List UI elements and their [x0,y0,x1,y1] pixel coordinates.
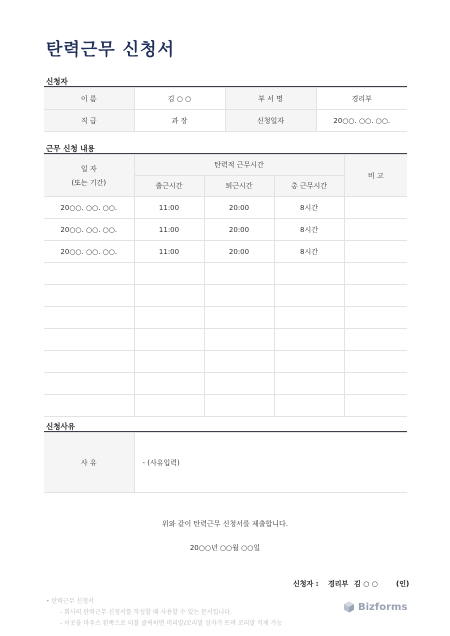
start-time-cell [134,329,204,351]
bizforms-logo [343,601,407,613]
table-row [44,197,407,219]
table-row [44,395,407,417]
total-time-cell [274,395,344,417]
end-time-cell [204,285,274,307]
request-date-value: 20○○. ○○. ○○. [316,110,407,132]
start-time-cell: 11:00 [134,219,204,241]
note-cell [344,329,407,351]
footer-note-line2: - 이곳을 마우스 왼쪽으로 더블 클릭하면 머리말/꼬리말 상자가 뜨며 꼬리말 삭제 가능 [60,620,283,627]
date-cell [44,263,134,285]
table-row [44,373,407,395]
table-row [44,263,407,285]
note-cell [344,241,407,263]
bullet-icon: • [46,598,50,605]
start-time-cell [134,351,204,373]
submission-statement: 위와 같이 탄력근무 신청서를 제출합니다. [161,520,289,528]
start-time-cell [134,285,204,307]
department-value: 경리부 [316,88,407,110]
start-time-cell: 11:00 [134,241,204,263]
name-value: 김 ○ ○ [134,88,225,110]
table-row [44,351,407,373]
bizforms-logo-text: Bizforms [358,601,408,613]
note-cell [344,219,407,241]
position-value: 과 장 [134,110,225,132]
end-time-cell [204,395,274,417]
note-header: 비 고 [344,155,407,197]
start-time-cell: 11:00 [134,197,204,219]
date-cell [44,285,134,307]
end-time-cell: 20:00 [204,219,274,241]
reason-value: - (사유입력) [134,433,407,493]
document-title: 탄력근무 신청서 [46,40,175,60]
work-request-section-label: 근무 신청 내용 [46,144,95,153]
end-time-cell: 20:00 [204,197,274,219]
end-time-cell [204,329,274,351]
end-time-header: 퇴근시간 [204,176,274,197]
bizforms-cube-icon [343,601,355,613]
signature-name: 김 ○ ○ [354,580,378,588]
date-header-line2: (또는 기간) [71,178,107,187]
reason-section-label: 신청사유 [46,422,75,431]
submission-date: 20○○년 ○○월 ○○일 [189,544,261,552]
end-time-cell [204,263,274,285]
total-time-cell [274,373,344,395]
table-row [44,219,407,241]
total-time-cell: 8시간 [274,219,344,241]
table-row [44,285,407,307]
name-label: 이 름 [44,88,134,110]
signature-label: 신청자 : [293,580,319,588]
date-cell [44,373,134,395]
total-time-cell: 8시간 [274,241,344,263]
date-cell [44,307,134,329]
table-row [44,433,407,493]
request-date-label: 신청일자 [225,110,316,132]
start-time-cell [134,373,204,395]
work-request-table [44,154,407,417]
total-time-cell [274,263,344,285]
start-time-header: 출근시간 [134,176,204,197]
table-row [44,329,407,351]
date-cell [44,329,134,351]
total-time-header: 총 근무시간 [274,176,344,197]
note-cell [344,263,407,285]
note-cell [344,307,407,329]
end-time-cell [204,373,274,395]
footer-note-title-row [46,596,282,607]
date-cell [44,395,134,417]
table-row [44,241,407,263]
work-request-rows [44,197,407,417]
start-time-cell [134,263,204,285]
reason-table [44,432,407,493]
department-label: 부 서 명 [225,88,316,110]
position-label: 직 급 [44,110,134,132]
end-time-cell: 20:00 [204,241,274,263]
note-cell [344,285,407,307]
end-time-cell [204,351,274,373]
date-cell: 20○○. ○○. ○○. [44,219,134,241]
signature-department: 경리부 [328,580,349,588]
signature-seal: (인) [396,580,410,588]
footer-note-line1: - 회사의 탄력근무 신청서를 작성할 때 사용할 수 있는 문서입니다. [60,609,232,616]
footer-notes [46,596,282,629]
date-header [44,155,134,197]
reason-label: 사 유 [44,433,134,493]
applicant-section-label: 신청자 [46,77,68,86]
table-row [44,88,407,110]
date-cell: 20○○. ○○. ○○. [44,197,134,219]
start-time-cell [134,395,204,417]
footer-note-title: 탄력근무 신청서 [51,598,94,605]
note-cell [344,351,407,373]
total-time-cell [274,285,344,307]
total-time-cell [274,329,344,351]
total-time-cell [274,351,344,373]
table-row [44,110,407,132]
note-cell [344,197,407,219]
start-time-cell [134,307,204,329]
table-header-row [44,155,407,176]
date-cell [44,351,134,373]
date-header-line1: 일 자 [80,164,97,173]
date-cell: 20○○. ○○. ○○. [44,241,134,263]
table-row [44,307,407,329]
note-cell [344,373,407,395]
flex-time-header: 탄력적 근무시간 [134,155,344,176]
end-time-cell [204,307,274,329]
total-time-cell [274,307,344,329]
applicant-table [44,87,407,132]
total-time-cell: 8시간 [274,197,344,219]
note-cell [344,395,407,417]
